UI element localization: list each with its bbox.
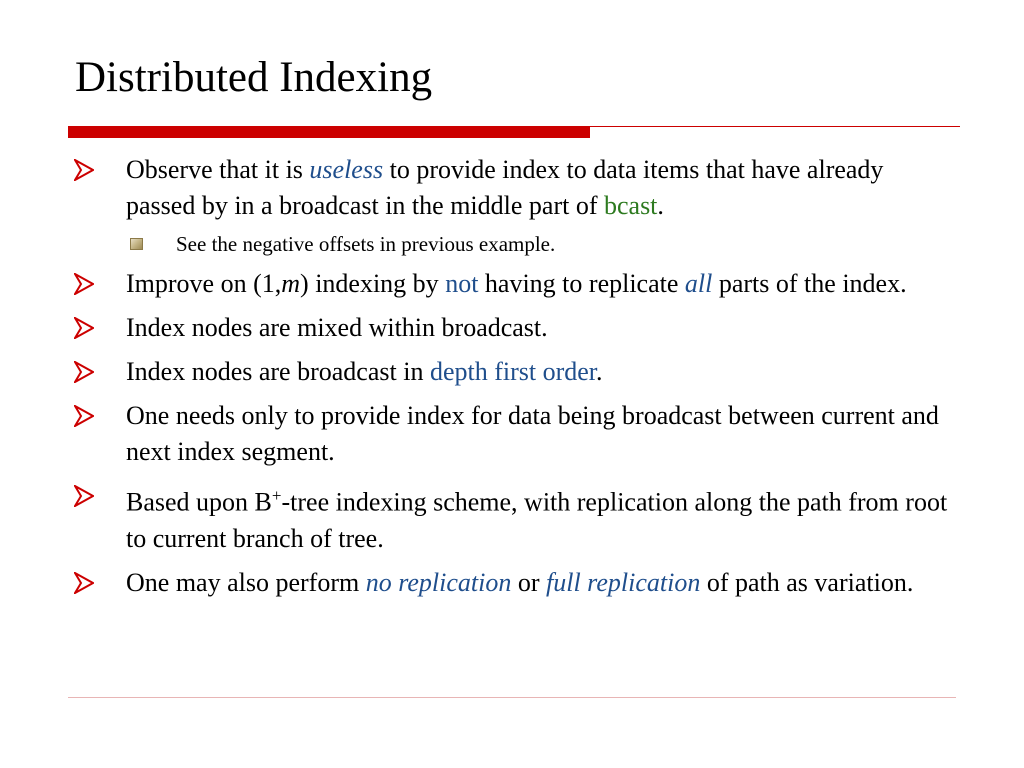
title-underline-thin (590, 126, 960, 127)
text-segment: . (657, 191, 664, 220)
text-segment: parts of the index. (712, 269, 907, 298)
list-item (72, 478, 952, 557)
superscript-plus: + (271, 486, 282, 505)
emphasis-text: useless (309, 155, 384, 184)
arrow-chevron-icon (74, 478, 96, 514)
text-segment: having to replicate (478, 269, 685, 298)
text-segment: Observe that it is (126, 155, 310, 184)
sub-item-text: See the negative offsets in previous example. (176, 232, 556, 256)
text-segment: Index nodes are broadcast in (126, 357, 430, 386)
bullet-list (72, 152, 952, 601)
emphasis-text: no replication (365, 567, 512, 597)
list-item (72, 398, 952, 470)
text-segment: One needs only to provide index for data being broadcast between current and next index segment. (126, 401, 939, 466)
arrow-chevron-icon (74, 398, 96, 434)
text-segment: -tree indexing scheme, with replication along the path from root to current branch of tree. (126, 487, 948, 553)
sub-list-item (72, 230, 952, 258)
emphasis-text: m (281, 269, 301, 298)
list-item (72, 565, 952, 601)
text-segment: Index nodes are mixed within broadcast. (126, 313, 548, 342)
text-segment: . (596, 357, 603, 386)
arrow-chevron-icon (74, 354, 96, 390)
list-item (72, 266, 952, 302)
arrow-chevron-icon (74, 266, 96, 302)
list-item (72, 354, 952, 390)
emphasis-text: not (445, 269, 479, 298)
text-segment: to provide index to data items that have already passed by in a broadcast in the middle part of (126, 155, 884, 220)
text-segment: Based upon B (126, 487, 272, 517)
text-segment: Improve on (1, (126, 269, 282, 298)
arrow-chevron-icon (74, 565, 96, 601)
text-segment: or (511, 567, 547, 597)
arrow-chevron-icon (74, 310, 96, 346)
emphasis-text: all (684, 269, 713, 298)
emphasis-text: bcast (603, 191, 658, 220)
text-segment: ) indexing by (300, 269, 446, 298)
list-item (72, 310, 952, 346)
text-segment: One may also perform (126, 567, 366, 597)
slide-title: Distributed Indexing (75, 54, 433, 101)
arrow-chevron-icon (74, 152, 96, 188)
footer-divider (68, 697, 956, 698)
emphasis-text: depth first order (429, 357, 597, 386)
square-bullet-icon (130, 238, 143, 250)
text-segment: of path as variation. (700, 567, 914, 597)
emphasis-text: full replication (546, 567, 701, 597)
title-underline-thick (68, 126, 590, 138)
list-item (72, 152, 952, 224)
